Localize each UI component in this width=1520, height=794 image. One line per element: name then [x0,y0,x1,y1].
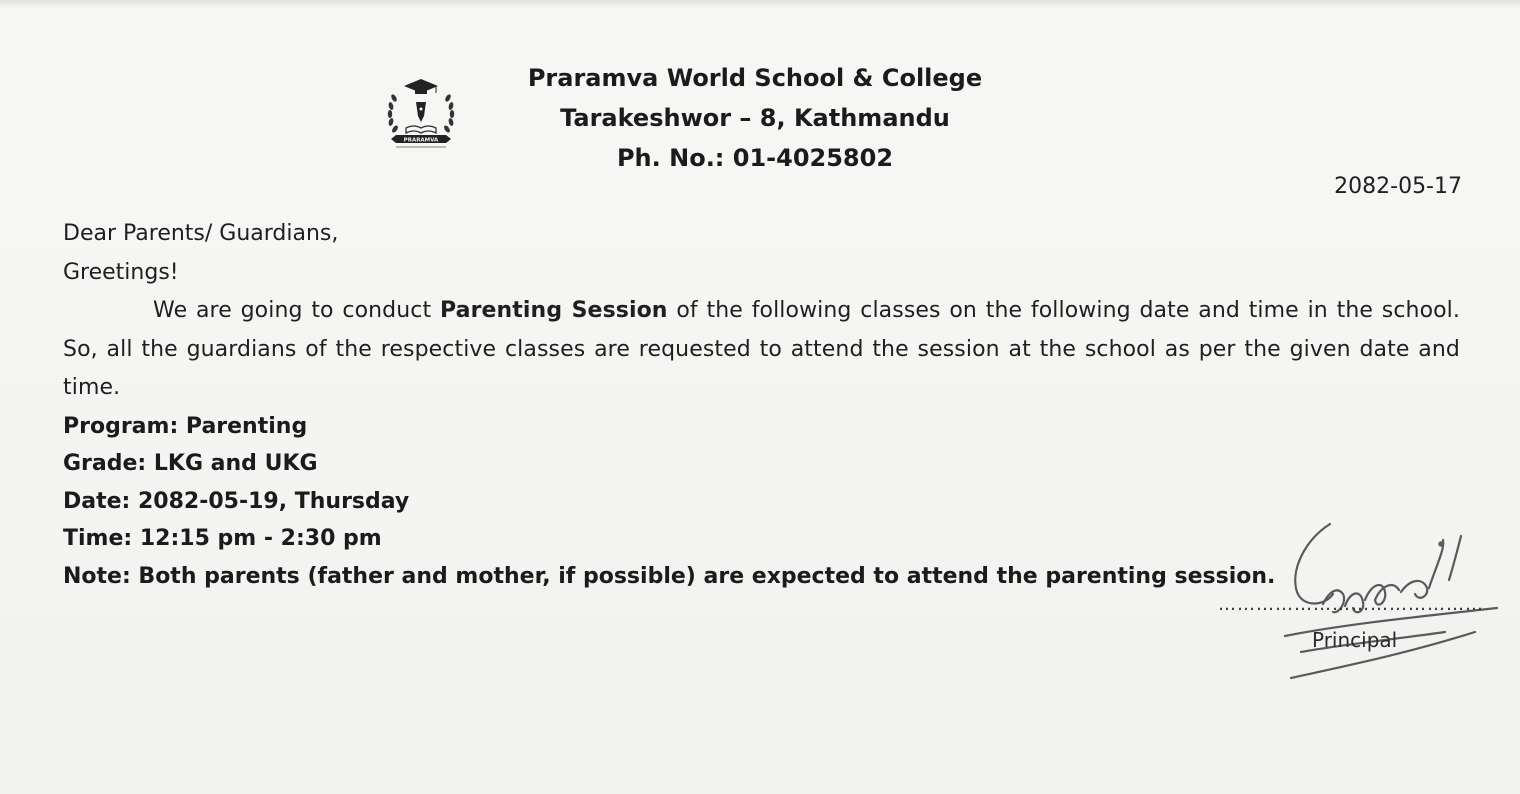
crest-banner-text: PRARAMVA [403,137,439,144]
signature-dotted-line: …………………………………… [1218,594,1484,615]
principal-title: Principal [1312,628,1398,652]
paper-shadow [0,0,1520,8]
time-line: Time: 12:15 pm - 2:30 pm [63,526,382,551]
note-line: Note: Both parents (father and mother, if possible) are expected to attend the parenting session. [63,563,1276,589]
main-paragraph [63,292,1460,408]
paragraph-intro: We are going to conduct [153,298,440,323]
paragraph-highlight: Parenting Session [439,298,668,323]
grade-line: Grade: LKG and UKG [63,451,318,476]
greeting: Greetings! [63,259,179,285]
school-address: Tarakeshwor – 8, Kathmandu [560,104,950,132]
program-line: Program: Parenting [63,413,308,439]
school-crest-icon [382,76,460,154]
salutation: Dear Parents/ Guardians, [63,221,339,246]
school-phone: Ph. No.: 01-4025802 [616,144,894,172]
date-line: Date: 2082-05-19, Thursday [63,488,410,514]
school-name: Praramva World School & College [527,64,983,92]
letterhead [500,58,1010,178]
letter-date: 2082-05-17 [1334,174,1462,199]
paragraph-rest: of the following classes on the following date and time in the school. So, all the guardians of the respective classes are requested to attend the session at the school as per the given date and time. [63,298,1460,400]
